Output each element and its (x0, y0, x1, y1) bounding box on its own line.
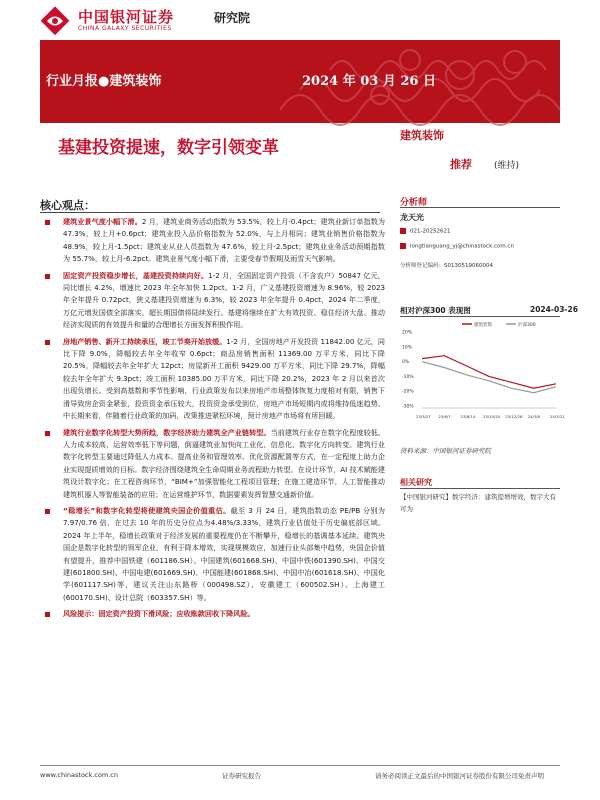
x-tick-label: 23/3/27 (416, 414, 431, 419)
institute-label: 研究院 (214, 11, 251, 25)
x-tick-label: 23/8/14 (460, 414, 476, 419)
bullet-square-icon (45, 431, 50, 436)
bullet-square-icon (45, 274, 50, 279)
bullet-square-icon (45, 340, 50, 345)
y-tick-label: 10% (402, 345, 413, 351)
bullet-item (42, 608, 385, 620)
y-tick-label: 20% (402, 330, 413, 336)
logo-en-text: CHINA GALAXY SECURITIES (78, 25, 172, 32)
bullet-lead: 风险提示：固定资产投资下滑风险；应收账款回收下降风险。 (63, 609, 255, 619)
analyst-phone: 021-20252621 (410, 228, 451, 235)
page-title: 基建投资提速，数字引领变革 (58, 138, 279, 158)
bullet-lead: 固定资产投资稳步增长，基建投资持续向好。 (63, 270, 209, 280)
y-tick-label: 0% (402, 360, 410, 366)
analyst-email-row (400, 243, 514, 250)
sector-label: 建筑装饰 (400, 129, 444, 142)
footer-divider (40, 765, 560, 766)
legend-label: 沪深300 (518, 323, 536, 328)
y-tick-label: -10% (402, 374, 414, 380)
bullet-text: 1-2 月，全国房地产开发投资 11842.00 亿元，同比下降 9.0%，降幅较去年全年收窄 0.6pct；商品房销售面积 11369.00 万平方米，同比下降 20.5%，降幅较去年全年扩大 12pct；房屋新开工面积 9429.00 万平方米，同比下降 29.7%，降幅较去年全年扩大 9.3pct；竣工面积 10385.00 万平方米，同比下降 20.2%，2023 年 2 月以来首次出现负增长。受到高基数和季节性影响，行业政策发布以来房地产市场整体恢复力度相对有限，销售下滑导致房企资金紧张，投资资金承压较大，投资资金承受到位，房地产市场短期内或将维持低迷趋势。中长期来看，伴随着行业政策的加码，改策推进紧松环境，预计房地产市场将有所回暖。 (63, 336, 386, 421)
footer-center: 证券研究报告 (222, 772, 261, 780)
analyst-name: 龙天光 (400, 213, 424, 222)
y-tick-label: -30% (402, 404, 414, 410)
bullet-item (42, 270, 385, 332)
analyst-email[interactable]: longtianguang_yj@chinastock.com.cn (410, 243, 515, 250)
analyst-divider (400, 207, 560, 208)
series-line (422, 356, 556, 389)
core-bullet-list (42, 216, 385, 625)
company-logo (40, 6, 300, 36)
bullet-item (42, 216, 385, 266)
bullet-item (42, 336, 385, 423)
x-tick-label: 24/3/8 (527, 414, 540, 419)
core-heading: 核心观点： (40, 199, 95, 212)
rating-sub: (维持) (494, 161, 520, 171)
bullet-text: 2 月，建筑业商务活动指数为 53.5%，较上月-0.4pct；建筑业新订单指数为 47.3%，较上月+0.6pct；建筑业投入品价格指数为 52.0%，与上月相同；建筑业销售价格指数为 48.9%，较上月-1.5pct；建筑业从业人员指数为 47.6%，较上月-2.5pct；建筑业业务活动预期指数为 55.7%，较上月-6.2pct。建筑业景气度小幅下滑，主要受春节假期及雨雪天气影响。 (63, 217, 385, 264)
bullet-item (42, 505, 385, 604)
bullet-square-icon (45, 220, 50, 225)
analyst-cert: 分析师登记编码：S0130519060004 (400, 263, 493, 269)
related-text[interactable]: 【中国银河研究】数字经济：建筑提增增效，数字大有可为 (400, 493, 556, 513)
bullet-square-icon (45, 612, 50, 617)
bullet-lead: “稳增长”和数字化转型将使建筑央国企价值重估。 (63, 505, 231, 515)
x-tick-label: 23/6/7 (438, 414, 451, 419)
email-icon (400, 243, 406, 249)
related-heading: 相关研究 (400, 478, 432, 487)
bullet-text: 1-2 月，全国固定资产投资（不含农户）50847 亿元，同比增长 4.2%，增速比 2023 年全年加快 1.2pct。1-2 月，广义基建投资增速为 8.96%，较 2023 年全年提升 0.72pct，狭义基建投资增速为 6.3%，较 2023 年全年提升 0.4pct，2024 年二季度，万亿元增发国债全部落实，超长期国债将陆续发行。基建将继续在扩大有效投资、稳住经济大盘、推动经济实现质的有效提升和量的合理增长方面发挥积极作用。 (63, 270, 385, 330)
footer-disclaimer: 请务必阅读正文最后的中国银河证券股份有限公司免责声明 (375, 772, 544, 780)
chart-heading: 相对沪深300 表现图 (400, 306, 471, 315)
x-tick-label: 23/12/28 (505, 414, 523, 419)
chart-source: 资料来源：中国银河证券研究院 (400, 447, 491, 455)
bullet-text: 截至 3 月 24 日，建筑指数动态 PE/PB 分别为 7.97/0.76 倍，在过去 10 年的历史分位点为4.48%/3.33%，建筑行业估值处于历史偏底部区域。2024 年上半年，稳增长政策对于经济发展的重要程度仍在不断攀升，稳增长的基调基本延续。建筑央国企是数字化转型的领军企业，有利于降本增效，实现规模效应，加速行业头部集中趋势，央国企价值有望提升，推荐中国铁建（601186.SH）、中国建筑(601668.SH)、中国中铁(601390.SH)、中国交建(601800.SH)、中国电建(601669.SH)、中国能建(601868.SH)、中国中冶(601618.SH)、中国化学(601117.SH)等，建议关注山东路桥（000498.SZ）、安徽建工（600502.SH）、上海建工(600170.SH)、设计总院（603357.SH）等。 (63, 505, 385, 602)
x-tick-label: 24/3/21 (550, 414, 565, 419)
phone-icon (400, 228, 406, 234)
x-tick-label: 23/10/20 (483, 414, 501, 419)
bullet-square-icon (45, 509, 50, 514)
relative-performance-chart (400, 318, 565, 422)
logo-cn-text: 中国银河证券 (78, 8, 175, 26)
legend-label: 建筑装饰 (474, 323, 492, 328)
footer-url[interactable]: www.chinastock.com.cn (40, 771, 118, 779)
analyst-phone-row (400, 228, 450, 235)
header-banner (40, 40, 560, 123)
chart-date: 2024-03-26 (530, 305, 578, 314)
bullet-text: 当前建筑行业存在数字化程度较低、人力成本较高、运营效率低下等问题，倒逼建筑业加快向工业化、信息化、数字化方向转变。建筑行业数字化转型主要通过降低人力成本、提高业务和管理效率、优化资源配置等方式，在一定程度上助力企业实现提质增效的目标。数字经济围绕建筑全生命周期业务流程助力转型。在设计环节，AI 技术赋能建筑设计数字化；在工程咨询环节，“BIM+”加强智能化工程项目管理；在施工建造环节，人工智能推动建筑机器人等智能装备的应用；在运营维护环节，数据要素发挥智慧交通新价值。 (63, 427, 386, 499)
report-type: 行业月报●建筑装饰 (46, 74, 162, 89)
report-date: 2024 年 03 月 26 日 (302, 74, 436, 89)
y-tick-label: -20% (402, 389, 414, 395)
chart-divider (400, 316, 560, 317)
bullet-item (42, 427, 385, 501)
bullet-lead: 建筑行业数字化转型大势所趋，数字经济助力建筑全产业链转型。 (63, 427, 271, 437)
core-divider (40, 212, 380, 213)
rating-value: 推荐 (450, 158, 472, 171)
related-divider (400, 488, 560, 489)
analyst-heading: 分析师 (400, 198, 428, 208)
bullet-lead: 房地产销售、新开工持续承压，竣工节奏开始放缓。 (63, 336, 227, 346)
galaxy-logo-icon (40, 6, 72, 36)
bullet-lead: 建筑业景气度小幅下滑。 (63, 217, 142, 226)
